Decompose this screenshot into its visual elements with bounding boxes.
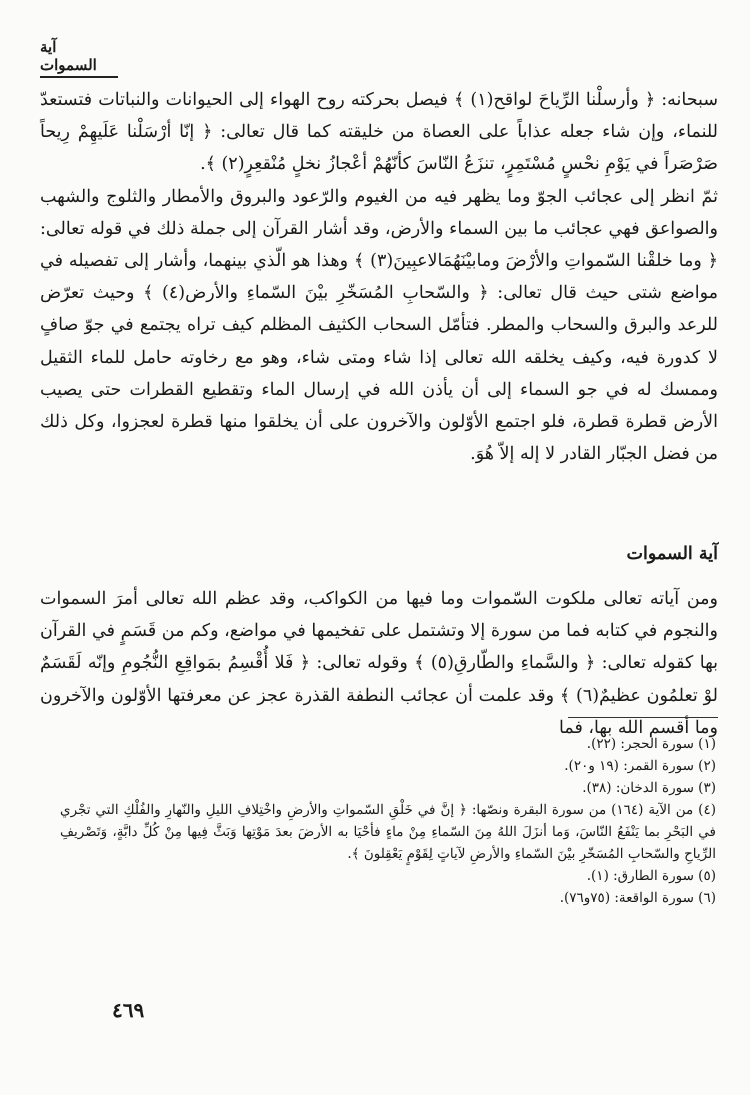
paragraph: ومن آياته تعالى ملكوت السّموات وما فيها من الكواكب، وقد عظم الله تعالى أمرَ السموات والنجوم في كتابه فما من سورة إلا وتشتمل على تفخيمها في مواضع، وكم من قَسَمٍ في القرآن بها كقوله تعالى: ﴿ والسَّماءِ والطّارقِ(٥) ﴾ وقوله تعالى: ﴿ فَلا أُقْسِمُ بمَواقِعِ النُّجُومِ وإنّه لَقَسَمٌ لوْ تعلمُون عظيمٌ(٦) ﴾ وقد علمت أن عجائب النطفة القذرة عجز عن معرفتها الأوّلون والآخرون وما أقسم الله بها، فما [40, 589, 719, 738]
footnote: (٣) سورة الدخان: (٣٨). [582, 780, 716, 796]
running-header [40, 38, 118, 78]
footnotes [60, 733, 716, 909]
footnote: (١) سورة الحجر: (٢٢). [586, 736, 716, 752]
section-1-body [40, 84, 718, 470]
paragraph: ثمّ انظر إلى عجائب الجوّ وما يظهر فيه من الغيوم والرّعود والبروق والأمطار والثلوج والشهب والصواعق فهي عجائب ما بين السماء والأرض، وقد أشار القرآن إلى جملة ذلك في قوله تعالى: ﴿ وما خلقْنا السّمواتِ والأرْضَ ومابيْنَهُمَالاعبِينَ(٣) ﴾ وهذا هو الّذي بينهما، وأشار إلى تفصيله في مواضع شتى حيث قال تعالى: ﴿ والسّحابِ المُسَخّرِ بيْنَ السّماءِ والأرض(٤) ﴾ وحيث تعرّض للرعد والبرق والسحاب والمطر. فتأمّل السحاب الكثيف المظلم كيف تراه يجتمع في جوّ صافٍ لا كدورة فيه، وكيف يخلقه الله تعالى إذا شاء ومتى شاء، وهو مع رخاوته حامل للماء الثقيل وممسك له في جو السماء إلى أن يأذن الله في إرسال الماء وتقطيع القطرات حتى يصيب الأرض قطرة قطرة، فلو اجتمع الأوّلون والآخرون على أن يخلقوا منها قطرة لعجزوا، وكل ذلك من فضل الجبّار القادر لا إله إلاّ هُوَ. [40, 186, 718, 465]
section-heading: آية السموات [626, 544, 718, 564]
running-header-title: آية السموات [40, 38, 118, 78]
footnote: (٥) سورة الطارق: (١). [586, 868, 716, 884]
section-2-body [40, 583, 718, 744]
footnote-divider [568, 717, 718, 718]
footnote: (٢) سورة القمر: (١٩ و٢٠). [564, 758, 716, 774]
footnote: (٦) سورة الواقعة: (٧٥و٧٦). [559, 890, 716, 906]
page-number: ٤٦٩ [112, 998, 145, 1022]
paragraph: سبحانه: ﴿ وأرسلْنا الرِّياحَ لواقح(١) ﴾ فيصل بحركته روح الهواء إلى الحيوانات والنباتات فتستعدّ للنماء، وإن شاء جعله عذاباً على العصاة من خليقته كما قال تعالى: ﴿ إنّا أرْسَلْنا عَلَيهِمْ رِيحاً صَرْصَراً في يَوْمِ نحْسٍ مُسْتَمِرٍ، تنزَعُ النّاسَ كأنّهُمْ أعْجازُ نخلٍ مُنْقعِرٍ(٢) ﴾. [40, 90, 718, 175]
footnote: (٤) من الآية (١٦٤) من سورة البقرة ونصّها: ﴿ إنَّ في خَلْقِ السّمواتِ والأرضِ واخْتِلافِ الليلِ والنّهارِ والفُلْكِ التي تجْري في البَحْرِ بما يَنْفَعُ النّاسَ، وَما أنزَلَ اللهُ مِنَ السّماءِ مِنْ ماءٍ فأحْيَا به الأرضَ بعدَ مَوْتِها وَبَثَّ فِيها مِنْ كُلِّ دابَّةٍ، وَتَصْريفِ الرِّياحِ والسّحابِ المُسَخّرِ بيْنَ السّماءِ والأرضِ لآياتٍ لِقَوْمٍ يَعْقِلونَ ﴾. [60, 802, 716, 862]
